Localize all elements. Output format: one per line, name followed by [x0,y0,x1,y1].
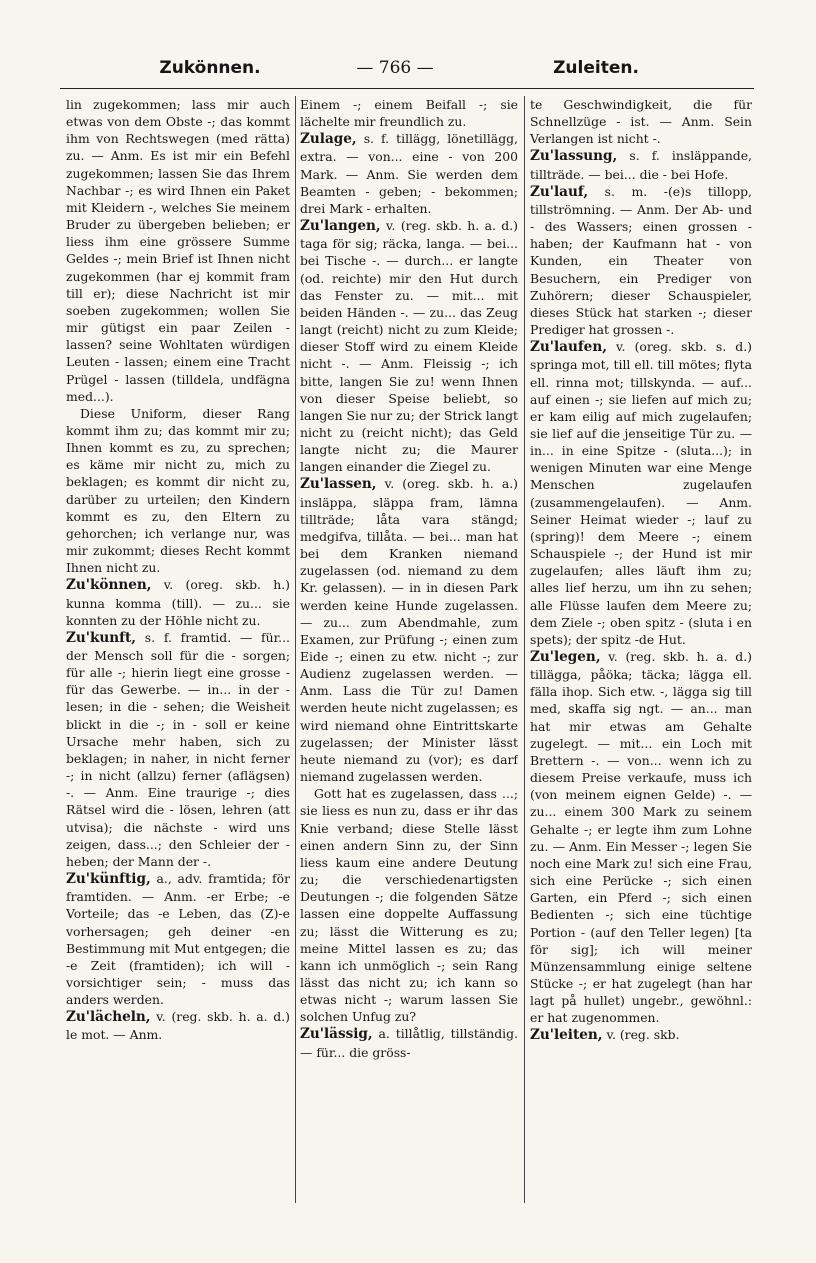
entry-text [300,785,518,1025]
column-2 [300,96,518,1203]
entry-body: Gott hat es zugelassen, dass ...; sie liess es nun zu, dass er ihr das Knie verband; diese Stelle lässt einen andern Sinn zu, der Sinn liess kaum eine andere Deutung zu; die verschiedenartigsten Deutungen -; die folgenden Sätze lassen eine doppelte Auffassung zu; lässt die Witterung es zu; meine Mittel lassen es zu; das kann ich unmöglich -; sein Rang lässt das nicht zu; ich kann so etwas nicht -; warum lassen Sie solchen Unfug zu? [300,786,518,1025]
column-divider [524,96,525,1203]
headword: Zu'lauf, [530,183,589,200]
header-rule [60,88,754,89]
entry-body: v. (oreg. skb. s. d.) springa mot, till ell. till mötes; flyta ell. rinna mot; tillskynda. — auf... auf einen -; sie liefen auf mich zu; er kam eilig auf mich zugelaufen; sie lief auf die jenseitige Tür zu. — in... in eine Spitze - (sluta...); in wenigen Minuten war eine Menge Menschen zugelaufen (zusammengelaufen). — Anm. Seiner Heimat wieder -; lauf zu (spring)! dem Meere -; einem Schauspiele -; der Hund ist mir zugelaufen; alles läuft ihm zu; alles lief herzu, um ihn zu sehen; alle Flüsse laufen dem Meere zu; dem Ziele -; oben spitz - (sluta i en spets); der spitz -de Hut. [530,339,752,647]
headword: Zu'laufen, [530,339,607,356]
entry-body: v. (reg. skb. h. a. d.) tillägga, påöka; täcka; lägga ell. fälla ihop. Sich etw. -, lägga sig till med, skaffa sig ngt. — an... man hat mir etwas am Gehalte zugelegt. — mit... ein Loch mit Brettern -. — von... wenn ich zu diesem Preise verkaufe, muss ich (von meinem eignen Gelde) -. — zu... einem 300 Mark zu seinem Gehalte -; er legte ihm zum Lohne zu. — Anm. Ein Messer -; legen Sie noch eine Mark zu! sich eine Frau, sich eine Perücke -; sich einen Garten, ein Pferd -; sich einen Bedienten -; sich eine tüchtige Portion - (auf den Teller legen) [ta för sig]; ich will meiner Münzensammlung einige seltene Stücke -; er hat zugelegt (han har lagt på hullet) ungebr., gewöhnl.: er hat zugenommen. [530,649,752,1026]
entry-text [66,96,290,405]
entry-body: s. m. -(e)s tillopp, tillströmning. — Anm. Der Ab- und - des Wassers; einen grossen - haben; der Kaufmann hat - von Kunden, ein Theater von Besuchern, ein Prediger von Zuhörern; dieser Schauspieler, dieses Stück hat starken -; dieser Prediger hat grossen -. [530,183,752,338]
dictionary-entry [300,1025,518,1060]
entry-body: v. (reg. skb. [602,1027,680,1043]
dictionary-entry [300,475,518,785]
column-3 [530,96,752,1203]
headword: Zu'legen, [530,649,601,665]
dictionary-entry [530,1026,752,1044]
headword: Zu'lassen, [300,476,377,493]
dictionary-entry [530,183,752,338]
entry-body: Einem -; einem Beifall -; sie lächelte mir freundlich zu. [300,97,518,130]
dictionary-entry [66,576,290,628]
dictionary-entry [300,217,518,475]
headword: Zu'kunft, [66,629,137,646]
entry-text [66,405,290,577]
entry-body: a., adv. framtida; för framtiden. — Anm. -er Erbe; -e Vorteile; das -e Leben, das (Z)-e vorhersagen; geh deiner -en Bestimmung mit Mut entgegen; die -e Zeit (framtiden); ich will - vorsichtiger sein; - muss das anders werden. [66,871,290,1008]
headword: Zu'lassung, [530,148,618,165]
headword: Zu'künftig, [66,871,151,888]
dictionary-entry [530,648,752,1026]
headword: Zu'leiten, [530,1027,603,1044]
headword: Zu'langen, [300,218,381,235]
entry-text [300,96,518,130]
running-head [60,58,756,88]
headword: Zu'lässig, [300,1026,373,1043]
dictionary-entry [300,130,518,217]
entry-text [530,96,752,147]
entry-body: v. (oreg. skb. h. a.) insläppa, släppa fram, lämna tillträde; låta vara stängd; medgifva, tillåta. — bei... man hat bei dem Kranken niemand zugelassen (od. niemand zu dem Kr. gelassen). — in in diesen Park werden keine Hunde zugelassen. — zu... zum Abendmahle, zum Examen, zur Prüfung -; einen zum Eide -; einen zu etw. nicht -; zur Audienz zugelassen werden. — Anm. Lass die Tür zu! Damen werden heute nicht zugelassen; es wird niemand ohne Eintrittskarte zugelassen; der Minister lässt heute niemand zu (vor); es darf niemand zugelassen werden. [300,476,518,785]
column-1 [66,96,290,1203]
dictionary-entry [66,629,290,870]
entry-body: a. tillåtlig, tillständig. — für... die gröss- [300,1026,518,1060]
dictionary-entry [66,870,290,1008]
headword: Zulage, [300,131,357,148]
dictionary-entry [530,338,752,648]
entry-body: te Geschwindigkeit, die für Schnellzüge - ist. — Anm. Sein Verlangen ist nicht -. [530,97,752,147]
header-left-catchword: Zukönnen. [159,58,261,78]
headword: Zu'lächeln, [66,1009,151,1026]
header-right-catchword: Zuleiten. [553,58,639,78]
dictionary-entry [530,147,752,182]
entry-body: lin zugekommen; lass mir auch etwas von dem Obste -; das kommt ihm von Rechtswegen (med rätta) zu. — Anm. Es ist mir ein Befehl zugekommen; lassen Sie das Ihrem Nachbar -; es wird Ihnen ein Paket mit Kleidern -, welches Sie meinem Bruder zu übergeben belieben; er liess ihm eine grössere Summe Geldes -; mein Brief ist Ihnen nicht zugekommen (har ej kommit fram till er); diese Nachricht ist mir soeben zugekommen; wollen Sie mir gütigst ein paar Zeilen - lassen? seine Wohltaten würdigen Leuten - lassen; einem eine Tracht Prügel - lassen (tilldela, undfägna med...). [66,97,290,404]
dictionary-entry [66,1008,290,1043]
page-number: — 766 — [356,58,434,78]
headword: Zu'können, [66,577,152,594]
entry-body: v. (reg. skb. h. a. d.) taga för sig; räcka, langa. — bei... bei Tische -. — durch... er langte (od. reichte) mir den Hut durch das Fenster zu. — mit... mit beiden Händen -. — zu... das Zeug langt (reicht) nicht zu zum Kleide; dieser Stoff wird zu einem Kleide nicht -. — Anm. Fleissig -; ich bitte, langen Sie zu! wenn Ihnen von dieser Speise beliebt, so langen Sie nur zu; der Strick langt nicht zu (reicht nicht); das Geld langte nicht zu; die Maurer langen einander die Ziegel zu. [300,218,518,475]
column-divider [295,96,296,1203]
entry-body: Diese Uniform, dieser Rang kommt ihm zu; das kommt mir zu; Ihnen kommt es zu, zu sprechen; es käme mir nicht zu, mich zu beklagen; es kommt dir nicht zu, darüber zu urteilen; den Kindern kommt es zu, den Eltern zu gehorchen; ich verlange nur, was mir zukommt; dieses Recht kommt Ihnen nicht zu. [66,405,290,576]
entry-body: s. f. framtid. — für... der Mensch soll für die - sorgen; für alle -; hierin liegt eine grosse - für das Gewerbe. — in... in der - lesen; in die - sehen; die Weisheit blickt in die -; in - soll er keine Ursache mehr haben, sich zu beklagen; in naher, in nicht ferner -; in nicht (allzu) ferner (aflägsen) -. — Anm. Eine traurige -; dies Rätsel wird die - lösen, lehren (att utvisa); die nächste - wird uns zeigen, dass...; den Schleier der - heben; der Mann der -. [66,629,290,869]
entry-body: s. f. tillägg, lönetillägg, extra. — von... eine - von 200 Mark. — Anm. Sie werden dem Beamten - geben; - bekommen; drei Mark - erhalten. [300,131,518,216]
entry-body: s. f. insläppande, tillträde. — bei... die - bei Hofe. [530,148,752,182]
entry-body: v. (oreg. skb. h.) kunna komma (till). — zu... sie konnten zu der Höhle nicht zu. [66,577,290,628]
entry-body: v. (reg. skb. h. a. d.) le mot. — Anm. [66,1009,290,1043]
